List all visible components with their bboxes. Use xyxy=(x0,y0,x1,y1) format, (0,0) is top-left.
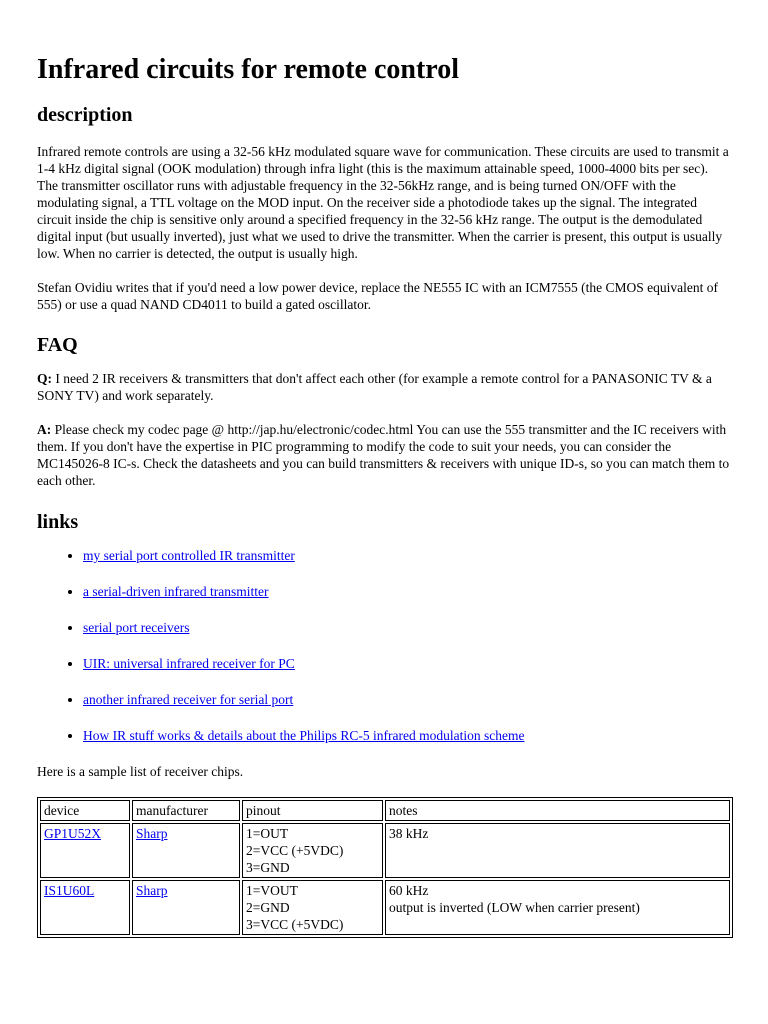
cell-notes xyxy=(385,880,730,935)
link-uir-receiver[interactable]: UIR: universal infrared receiver for PC xyxy=(83,656,295,671)
description-heading: description xyxy=(37,104,133,126)
sample-list-intro: Here is a sample list of receiver chips. xyxy=(37,764,244,779)
cell-manufacturer xyxy=(132,880,240,935)
pinout-line: 3=GND xyxy=(246,860,290,875)
table-row xyxy=(40,880,730,935)
list-item xyxy=(83,655,732,672)
cell-pinout xyxy=(242,823,383,878)
list-item xyxy=(83,727,732,744)
list-item xyxy=(83,619,732,636)
links-heading: links xyxy=(37,511,79,533)
description-paragraph-1: Infrared remote controls are using a 32-56 kHz modulated square wave for communication. These circuits are used to transmit a 1-4 kHz digital signal (OOK modulation) through infra light (this is the maximum attainable speed, 1000-4000 bits per sec). The transmitter oscillator runs with adjustable frequency in the 32-56kHz range, and is being turned ON/OFF with the modulating signal, a TTL voltage on the MOD input. On the receiver side a photodiode takes up the signal. The integrated circuit inside the chip is sensitive only around a specified frequency in the 32-56 kHz range. The output is the demodulated digital input (but usually inverted), just what we used to drive the transmitter. When the carrier is present, this output is usually low. When no carrier is detected, the output is usually high. xyxy=(37,144,729,261)
pinout-line: 3=VCC (+5VDC) xyxy=(246,917,344,932)
pinout-line: 1=VOUT xyxy=(246,883,298,898)
cell-notes xyxy=(385,823,730,878)
header-notes: notes xyxy=(385,800,730,821)
header-pinout: pinout xyxy=(242,800,383,821)
list-item xyxy=(83,691,732,708)
faq-answer-text: Please check my codec page @ http://jap.hu/electronic/codec.html You can use the 555 transmitter and the IC receivers with them. If you don't have the expertise in PIC programming to modify the code to suit your needs, you can consider the MC145026-8 IC-s. Check the datasheets and you can build transmitters & receivers with unique ID-s, so you can match them to each other. xyxy=(37,422,730,488)
header-manufacturer: manufacturer xyxy=(132,800,240,821)
pinout-line: 2=VCC (+5VDC) xyxy=(246,843,344,858)
notes-line: output is inverted (LOW when carrier present) xyxy=(389,900,640,915)
notes-line: 60 kHz xyxy=(389,883,429,898)
cell-device xyxy=(40,880,130,935)
cell-pinout xyxy=(242,880,383,935)
description-paragraph-2: Stefan Ovidiu writes that if you'd need a low power device, replace the NE555 IC with an ICM7555 (the CMOS equivalent of 555) or use a quad NAND CD4011 to build a gated oscillator. xyxy=(37,280,719,312)
pinout-line: 1=OUT xyxy=(246,826,289,841)
device-link[interactable]: IS1U60L xyxy=(44,883,95,898)
header-device: device xyxy=(40,800,130,821)
faq-heading: FAQ xyxy=(37,334,78,356)
table-row xyxy=(40,823,730,878)
link-rc5-details[interactable]: How IR stuff works & details about the Philips RC-5 infrared modulation scheme xyxy=(83,728,525,743)
manufacturer-link[interactable]: Sharp xyxy=(136,883,168,898)
cell-device xyxy=(40,823,130,878)
faq-answer xyxy=(37,421,732,489)
faq-question xyxy=(37,370,732,404)
link-serial-port-receivers[interactable]: serial port receivers xyxy=(83,620,190,635)
manufacturer-link[interactable]: Sharp xyxy=(136,826,168,841)
receiver-chips-table xyxy=(37,797,733,938)
pinout-line: 2=GND xyxy=(246,900,290,915)
faq-question-text: I need 2 IR receivers & transmitters that don't affect each other (for example a remote control for a PANASONIC TV & a SONY TV) and work separately. xyxy=(37,371,712,403)
link-serial-ir-transmitter[interactable]: my serial port controlled IR transmitter xyxy=(83,548,295,563)
links-list xyxy=(37,547,732,744)
device-link[interactable]: GP1U52X xyxy=(44,826,102,841)
link-another-receiver[interactable]: another infrared receiver for serial port xyxy=(83,692,294,707)
link-serial-driven-transmitter[interactable]: a serial-driven infrared transmitter xyxy=(83,584,269,599)
table-header-row xyxy=(40,800,730,821)
list-item xyxy=(83,547,732,564)
page-title: Infrared circuits for remote control xyxy=(37,54,459,85)
list-item xyxy=(83,583,732,600)
faq-question-label: Q: xyxy=(37,371,52,386)
cell-manufacturer xyxy=(132,823,240,878)
notes-line: 38 kHz xyxy=(389,826,429,841)
faq-answer-label: A: xyxy=(37,422,52,437)
